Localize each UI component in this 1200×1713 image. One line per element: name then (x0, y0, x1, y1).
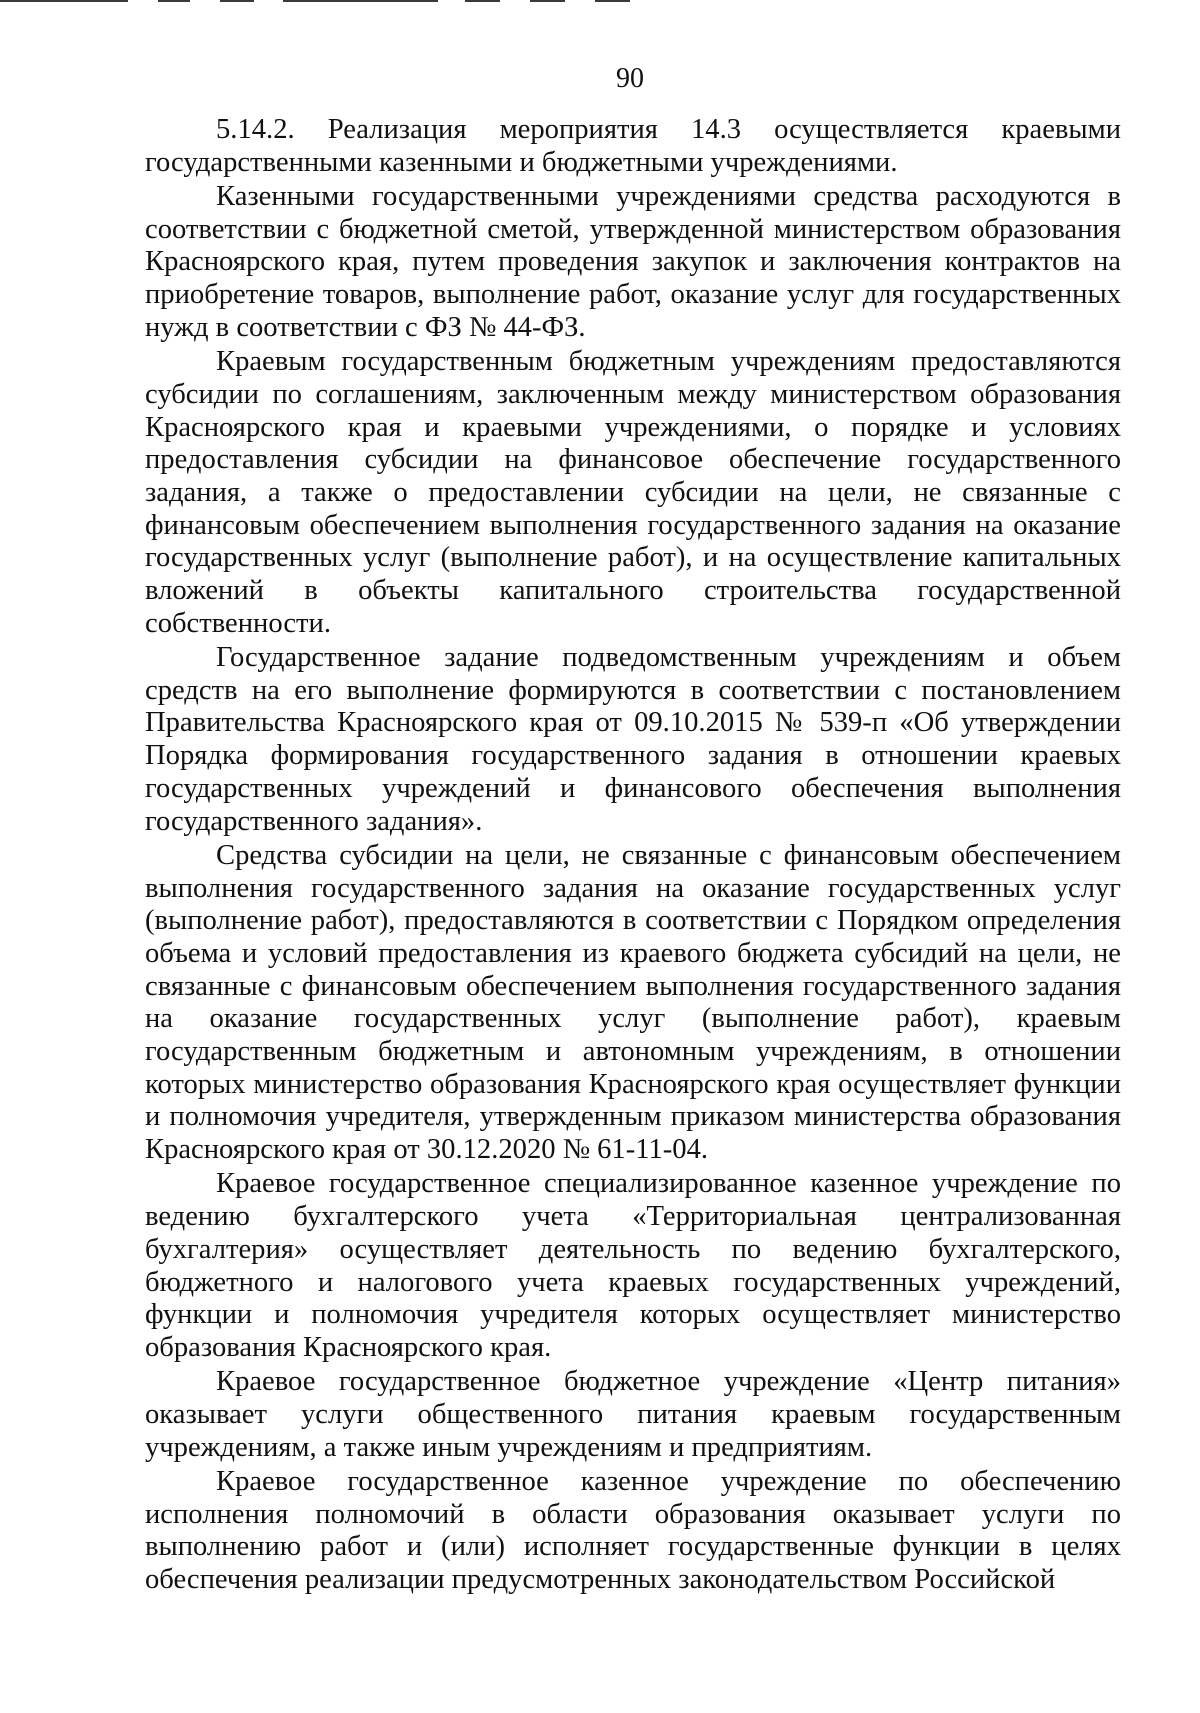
scan-top-rule (465, 0, 500, 2)
paragraph: Краевое государственное казенное учреждение по обеспечению исполнения полномочий в области образования оказывает услуги по выполнению работ и (или) исполняет государственные функции в целях обеспечения реализации предусмотренных законодательством Российской (145, 1465, 1121, 1596)
scan-top-rule (220, 0, 254, 2)
page-number: 90 (616, 63, 644, 94)
paragraph: Краевое государственное специализированное казенное учреждение по ведению бухгалтерского учета «Территориальная централизованная бухгалтерия» осуществляет деятельность по ведению бухгалтерского, бюджетного и налогового учета краевых государственных учреждений, функции и полномочия учредителя которых осуществляет министерство образования Красноярского края. (145, 1168, 1121, 1363)
document-body (145, 114, 1121, 1598)
scan-top-rule (158, 0, 190, 2)
scan-top-rule (595, 0, 630, 2)
paragraph: Средства субсидии на цели, не связанные с финансовым обеспечением выполнения государственного задания на оказание государственных услуг (выполнение работ), предоставляются в соответствии с Порядком определения объема и условий предоставления из краевого бюджета субсидий на цели, не связанные с финансовым обеспечением выполнения государственного задания на оказание государственных услуг (выполнение работ), краевым государственным бюджетным и автономным учреждениям, в отношении которых министерство образования Красноярского края осуществляет функции и полномочия учредителя, утвержденным приказом министерства образования Красноярского края от 30.12.2020 № 61-11-04. (145, 839, 1121, 1166)
paragraph: Государственное задание подведомственным учреждениям и объем средств на его выполнение формируются в соответствии с постановлением Правительства Красноярского края от 09.10.2015 № 539-п «Об утверждении Порядка формирования государственного задания в отношении краевых государственных учреждений и финансового обеспечения выполнения государственного задания». (145, 642, 1121, 837)
paragraph: Краевое государственное бюджетное учреждение «Центр питания» оказывает услуги общественного питания краевым государственным учреждениям, а также иным учреждениям и предприятиям. (145, 1366, 1121, 1463)
paragraph: 5.14.2. Реализация мероприятия 14.3 осуществляется краевыми государственными казенными и бюджетными учреждениями. (145, 114, 1121, 178)
paragraph: Краевым государственным бюджетным учреждениям предоставляются субсидии по соглашениям, заключенным между министерством образования Красноярского края и краевыми учреждениями, о порядке и условиях предоставления субсидии на финансовое обеспечение государственного задания, а также о предоставлении субсидии на цели, не связанные с финансовым обеспечением выполнения государственного задания на оказание государственных услуг (выполнение работ), и на осуществление капитальных вложений в объекты капитального строительства государственной собственности. (145, 346, 1121, 639)
paragraph: Казенными государственными учреждениями средства расходуются в соответствии с бюджетной сметой, утвержденной министерством образования Красноярского края, путем проведения закупок и заключения контрактов на приобретение товаров, выполнение работ, оказание услуг для государственных нужд в соответствии с ФЗ № 44-ФЗ. (145, 181, 1121, 343)
scan-top-rule (0, 0, 128, 2)
scan-top-rule (530, 0, 565, 2)
scan-top-rule (283, 0, 438, 2)
